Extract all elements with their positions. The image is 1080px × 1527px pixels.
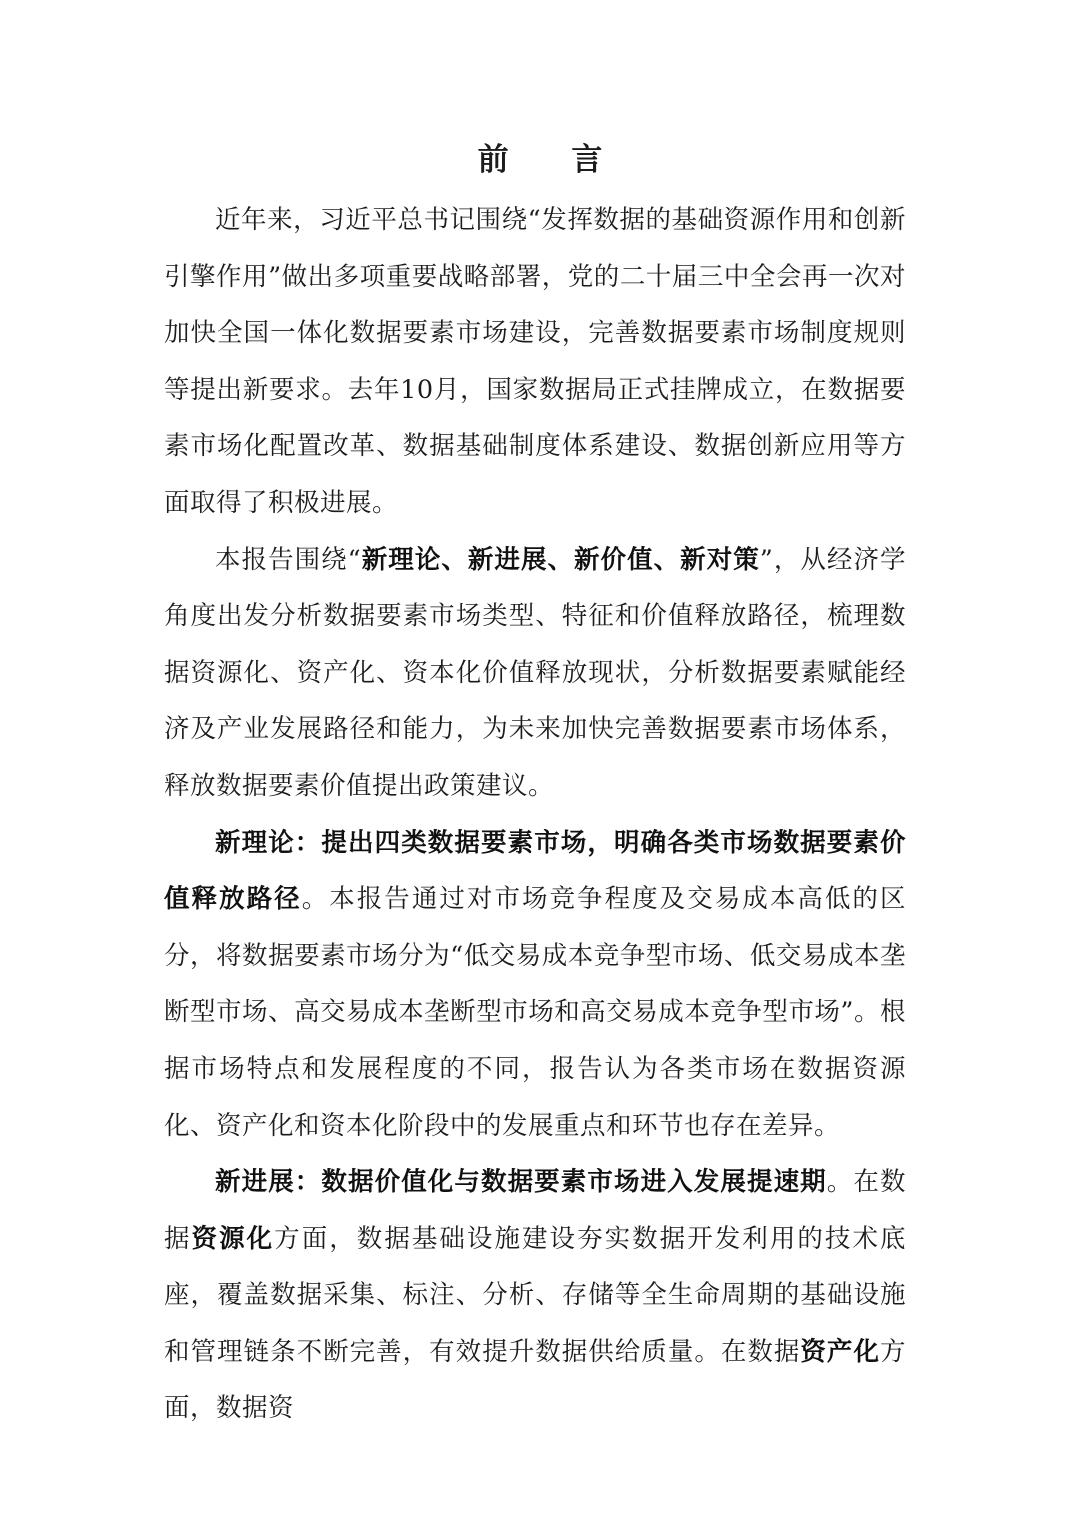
- paragraph-1: [164, 192, 906, 532]
- text-segment: 本报告围绕“: [215, 544, 362, 575]
- bold-text-segment: 新进展：数据价值化与数据要素市场进入发展提速期: [215, 1167, 827, 1198]
- page-title: 前 言: [477, 142, 629, 178]
- paragraph-4: [164, 1154, 906, 1437]
- bold-text-segment: 资源化: [191, 1223, 275, 1254]
- text-segment: ”，从经济学角度出发分析数据要素市场类型、特征和价值释放路径，梳理数据资源化、资产化、资本化价值释放现状，分析数据要素赋能经济及产业发展路径和能力，为未来加快完善数据要素市场体系，释放数据要素价值提出政策建议。: [164, 544, 906, 801]
- bold-text-segment: 新理论、新进展、新价值、新对策: [361, 544, 760, 575]
- bold-text-segment: 资产化: [800, 1336, 880, 1367]
- bold-text-segment: 新理论：提出四类数据要素市场，明确各类市场数据要素价值释放路径: [164, 827, 906, 915]
- text-segment: 近年来，习近平总书记围绕“发挥数据的基础资源作用和创新引擎作用”做出多项重要战略部署，党的二十届三中全会再一次对加快全国一体化数据要素市场建设，完善数据要素市场制度规则等提出新要求。去年10月，国家数据局正式挂牌成立，在数据要素市场化配置改革、数据基础制度体系建设、数据创新应用等方面取得了积极进展。: [164, 205, 906, 518]
- text-segment: 方面，数据基础设施建设夯实数据开发利用的技术底座，覆盖数据采集、标注、分析、存储等全生命周期的基础设施和管理链条不断完善，有效提升数据供给质量。在数据: [164, 1223, 906, 1367]
- document-body: [164, 192, 906, 1437]
- paragraph-3: [164, 815, 906, 1155]
- text-segment: 。本报告通过对市场竞争程度及交易成本高低的区分，将数据要素市场分为“低交易成本竞争型市场、低交易成本垄断型市场、高交易成本垄断型市场和高交易成本竞争型市场”。根据市场特点和发展程度的不同，报告认为各类市场在数据资源化、资产化和资本化阶段中的发展重点和环节也存在差异。: [164, 884, 906, 1141]
- text-segment: 。在数据: [164, 1167, 906, 1254]
- text-segment: 方面，数据资: [164, 1336, 906, 1424]
- paragraph-2: [164, 532, 906, 815]
